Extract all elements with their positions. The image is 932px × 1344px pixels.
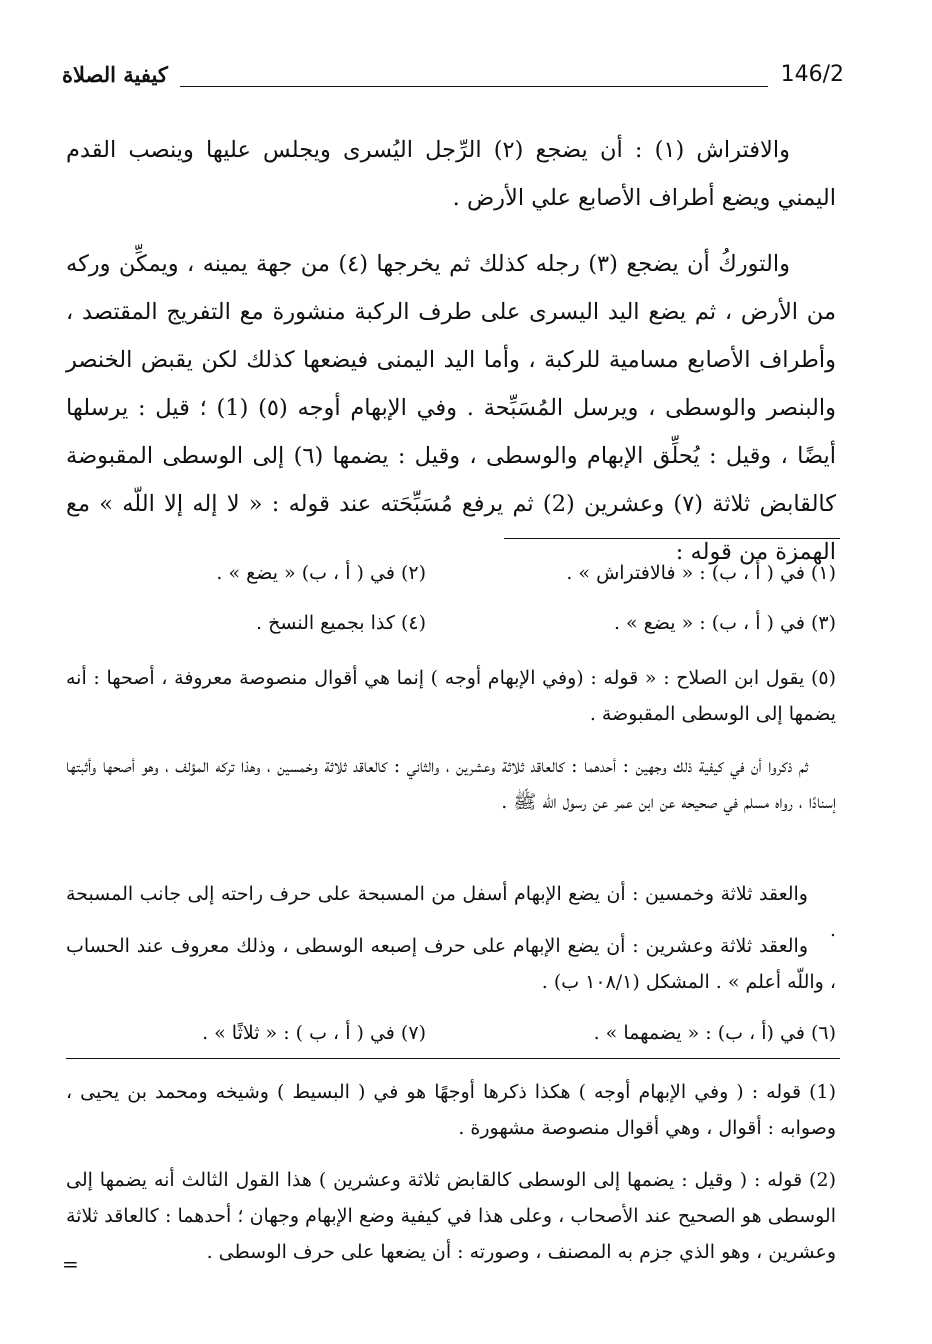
- footnote-row-2: [66, 612, 836, 648]
- commentary-2: [66, 1162, 836, 1270]
- continuation-marker: =: [62, 1252, 79, 1276]
- footnote-5-continuation-3: [66, 928, 836, 1000]
- footnote-5-continuation-1: [66, 748, 836, 820]
- footnote-5: [66, 660, 836, 732]
- footnote-6: (٦) في (أ ، ب) : « يضمهما » .: [593, 1022, 836, 1044]
- header-rule: [180, 86, 768, 87]
- footnote-5-text: (٥) يقول ابن الصلاح : « قوله : (وفي الإبهام أوجه ) إنما هي أقوال منصوصة معروفة ، أصحها : أنه يضمها إلى الوسطى المقبوضة .: [66, 667, 836, 725]
- footnote-7: (٧) في ( أ ، ب ) : « ثلاثًا » .: [202, 1022, 426, 1044]
- footnote-5-text-3: والعقد ثلاثة وخمسين : أن يضع الإبهام أسفل من المسبحة على حرف راحته إلى جانب المسبحة .: [66, 883, 836, 941]
- main-paragraph-1: والافتراش (١) : أن يضجع (٢) الرِّجل اليُسرى ويجلس عليها وينصب القدم اليمني ويضع أطراف الأصابع علي الأرض .: [66, 137, 836, 211]
- main-text: [66, 126, 836, 576]
- footnote-5-text-4: والعقد ثلاثة وعشرين : أن يضع الإبهام على حرف إصبعه الوسطى ، وذلك معروف عند الحساب ، واللّه أعلم » . المشكل (١٠٨/١ ب) .: [66, 935, 836, 993]
- footnote-5-text-2: ثم ذكروا أن في كيفية ذلك وجهين : أحدهما : كالعاقد ثلاثة وعشرين ، والثاني : كالعاقد ثلاثة وخمسين ، وهذا تركه المؤلف ، وهو أصحها وأثبتها إسنادًا ، رواه مسلم في صحيحه عن ابن عمر عن رسول الله ﷺ .: [66, 755, 836, 813]
- commentary-separator: [66, 1058, 840, 1059]
- footnote-3: (٣) في ( أ ، ب) : « يضع » .: [613, 612, 836, 634]
- commentary-1-text: (1) قوله : ( وفي الإبهام أوجه ) هكذا ذكرها أوجهًا هو في ( البسيط ) وشيخه ومحمد بن يحيى ، وصوابه : أقوال ، وهي أقوال منصوصة مشهورة .: [66, 1081, 836, 1139]
- main-paragraph-2: والتوركُ أن يضجع (٣) رجله كذلك ثم يخرجها (٤) من جهة يمينه ، ويمكِّن وركه من الأرض ، ثم يضع اليد اليسرى على طرف الركبة منشورة مع التفريج المقتصد ، وأطراف الأصابع مسامية للركبة ، وأما اليد اليمنى فيضعها كذلك لكن يقبض الخنصر والبنصر والوسطى ، ويرسل المُسَبِّحة . وفي الإبهام أوجه (٥) (1) ؛ قيل : يرسلها أيضًا ، وقيل : يُحلِّق الإبهام والوسطى ، وقيل : يضمها (٦) إلى الوسطى المقبوضة كالقابض ثلاثة (٧) وعشرين (2) ثم يرفع مُسَبِّحَته عند قوله : « لا إله إلا اللّه » مع الهمزة من قوله :: [66, 251, 837, 565]
- commentary-1: [66, 1074, 836, 1146]
- footnote-row-1: [66, 562, 836, 598]
- footnote-row-3: [66, 1022, 836, 1058]
- footnote-2: (٢) في ( أ ، ب) « يضع » .: [216, 562, 426, 584]
- footnote-1: (١) في ( أ ، ب) : « فالافتراش » .: [566, 562, 836, 584]
- commentary-2-text: (2) قوله : ( وقيل : يضمها إلى الوسطى كالقابض ثلاثة وعشرين ) هذا القول الثالث أنه يضمها إلى الوسطى هو الصحيح عند الأصحاب ، وعلى هذا في كيفية وضع الإبهام وجهان ؛ أحدهما : كالعاقد ثلاثة وعشرين ، وهو الذي جزم به المصنف ، وصورته : أن يضعها على حرف الوسطى .: [66, 1169, 836, 1263]
- footnote-4: (٤) كذا بجميع النسخ .: [256, 612, 426, 634]
- footnote-separator: [504, 538, 840, 539]
- page-number: 146/2: [780, 62, 844, 87]
- page-header: [62, 62, 844, 92]
- running-title: كيفية الصلاة: [62, 62, 168, 87]
